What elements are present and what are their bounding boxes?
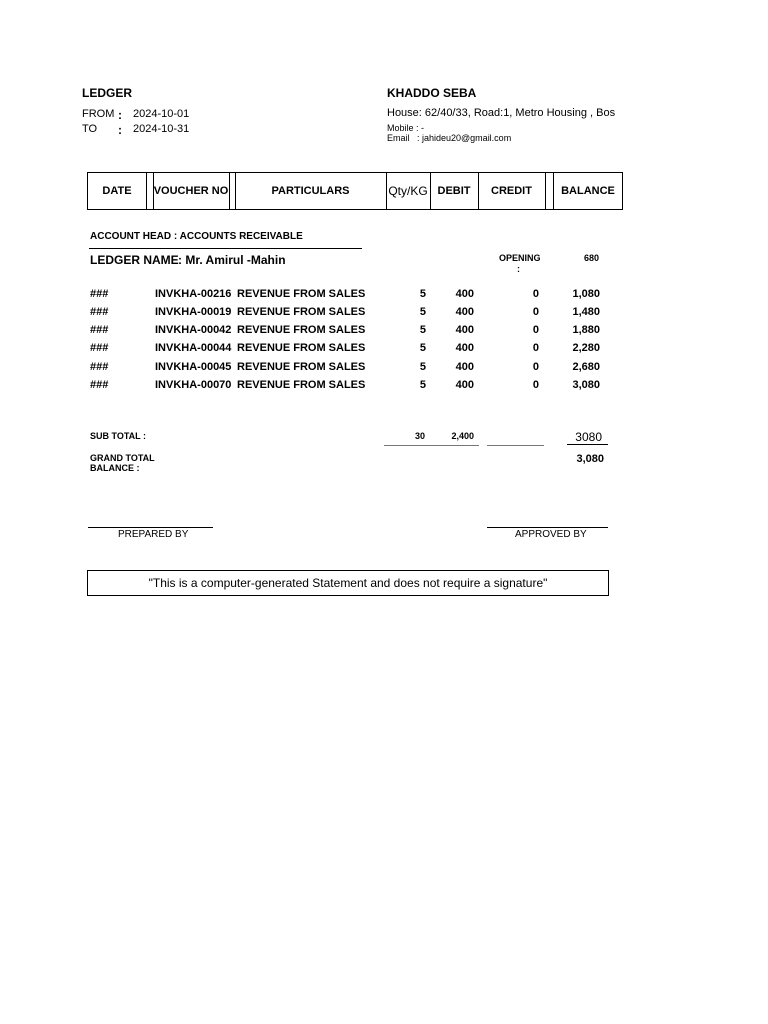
balance-label-clip — [90, 463, 140, 471]
table-row — [0, 288, 768, 304]
row-balance: 2,680 — [572, 361, 600, 373]
row-debit: 400 — [455, 379, 474, 391]
row-qty: 5 — [419, 306, 426, 318]
row-qty: 5 — [419, 324, 426, 336]
table-row — [0, 342, 768, 358]
row-voucher-no: INVKHA-00216 — [155, 288, 232, 300]
row-qty: 5 — [419, 288, 426, 300]
row-credit: 0 — [532, 379, 539, 391]
row-credit: 0 — [532, 288, 539, 300]
company-mobile: Mobile : - — [387, 123, 425, 133]
row-balance: 1,880 — [572, 324, 600, 336]
company-name: KHADDO SEBA — [387, 86, 477, 100]
row-credit: 0 — [532, 324, 539, 336]
divider — [146, 173, 147, 209]
table-row — [0, 306, 768, 322]
row-balance: 3,080 — [572, 379, 600, 391]
row-voucher-no: INVKHA-00070 — [155, 379, 232, 391]
row-particulars: REVENUE FROM SALES — [237, 361, 366, 373]
ledger-name-value: : Mr. Amirul -Mahin — [178, 253, 286, 267]
sub-total-qty-debit-line — [384, 445, 479, 446]
row-particulars: REVENUE FROM SALES — [237, 379, 366, 391]
opening-value: 680 — [584, 253, 600, 263]
sub-total-balance: 3080 — [575, 430, 602, 444]
prepared-by-label: PREPARED BY — [118, 529, 189, 540]
row-debit: 400 — [455, 324, 474, 336]
row-balance: 1,480 — [572, 306, 600, 318]
row-date: ### — [90, 324, 109, 336]
header-qty: Qty/KG — [388, 184, 428, 198]
header-voucher-no: VOUCHER NO — [153, 185, 229, 197]
row-debit: 400 — [455, 288, 474, 300]
row-date: ### — [90, 361, 109, 373]
header-debit: DEBIT — [437, 185, 471, 197]
row-debit: 400 — [455, 306, 474, 318]
sub-total-qty: 30 — [414, 431, 425, 441]
ledger-title: LEDGER — [82, 86, 133, 100]
ledger-name-label: LEDGER NAME — [90, 253, 179, 267]
table-row — [0, 361, 768, 377]
prepared-by-line — [88, 527, 213, 528]
to-date: 2024-10-31 — [133, 123, 190, 135]
approved-by-label: APPROVED BY — [515, 529, 587, 540]
row-date: ### — [90, 306, 109, 318]
to-label: TO — [82, 123, 98, 135]
sub-total-debit: 2,400 — [451, 431, 474, 441]
grand-total-value: 3,080 — [576, 453, 604, 465]
row-balance: 1,080 — [572, 288, 600, 300]
account-head-underline — [89, 248, 362, 249]
to-colon: : — [118, 123, 122, 137]
from-label: FROM — [82, 108, 115, 120]
divider — [545, 173, 546, 209]
row-balance: 2,280 — [572, 342, 600, 354]
balance-label: BALANCE : — [90, 463, 140, 471]
row-voucher-no: INVKHA-00045 — [155, 361, 232, 373]
row-qty: 5 — [419, 342, 426, 354]
row-particulars: REVENUE FROM SALES — [237, 306, 366, 318]
header-date: DATE — [102, 185, 132, 197]
divider — [229, 173, 230, 209]
row-qty: 5 — [419, 379, 426, 391]
row-credit: 0 — [532, 342, 539, 354]
row-date: ### — [90, 288, 109, 300]
row-debit: 400 — [455, 361, 474, 373]
row-voucher-no: INVKHA-00044 — [155, 342, 232, 354]
sub-total-credit-line — [487, 445, 544, 446]
row-voucher-no: INVKHA-00042 — [155, 324, 232, 336]
row-debit: 400 — [455, 342, 474, 354]
table-header — [87, 172, 623, 210]
from-colon: : — [118, 108, 122, 122]
row-credit: 0 — [532, 361, 539, 373]
row-date: ### — [90, 379, 109, 391]
header-credit: CREDIT — [491, 185, 532, 197]
row-credit: 0 — [532, 306, 539, 318]
table-row — [0, 379, 768, 395]
header-particulars: PARTICULARS — [271, 185, 350, 197]
approved-by-line — [487, 527, 608, 528]
row-voucher-no: INVKHA-00019 — [155, 306, 232, 318]
row-particulars: REVENUE FROM SALES — [237, 288, 366, 300]
header-balance: BALANCE — [561, 185, 615, 197]
company-address: House: 62/40/33, Road:1, Metro Housing , Bos — [387, 107, 616, 119]
opening-colon: : — [517, 264, 520, 274]
grand-total-label: GRAND TOTAL — [90, 453, 155, 463]
row-date: ### — [90, 342, 109, 354]
row-particulars: REVENUE FROM SALES — [237, 324, 366, 336]
company-email: Email : jahideu20@gmail.com — [387, 133, 512, 143]
row-qty: 5 — [419, 361, 426, 373]
table-row — [0, 324, 768, 340]
from-date: 2024-10-01 — [133, 108, 190, 120]
sub-total-balance-line — [567, 444, 608, 445]
opening-label: OPENING — [499, 253, 541, 263]
sub-total-label: SUB TOTAL : — [90, 431, 146, 441]
account-head: ACCOUNT HEAD : ACCOUNTS RECEIVABLE — [90, 231, 303, 242]
computer-generated-note: "This is a computer-generated Statement and does not require a signature" — [87, 570, 609, 596]
row-particulars: REVENUE FROM SALES — [237, 342, 366, 354]
